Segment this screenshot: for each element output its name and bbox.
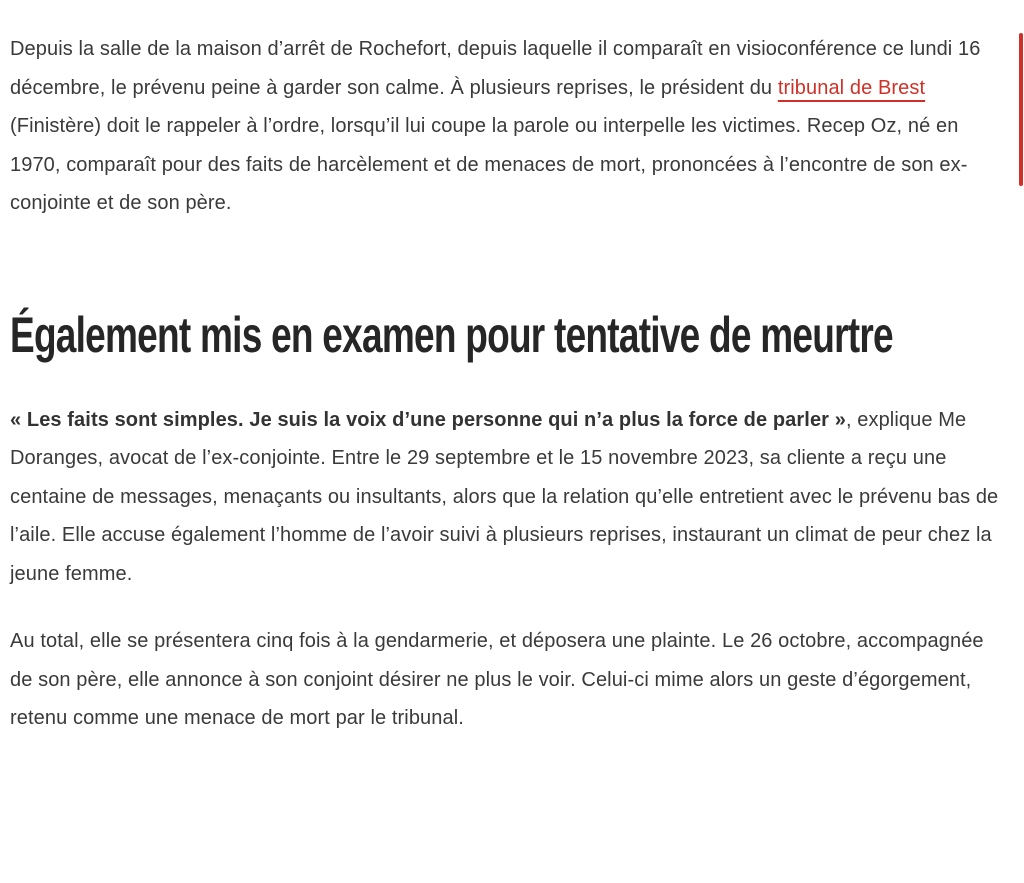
- intro-paragraph-prefix: Depuis la salle de la maison d’arrêt de Rochefort, depuis laquelle il comparaît en visioconférence ce lundi 16 décembre, le prévenu peine à garder son calme. À plusieurs reprises, le président du: [10, 38, 981, 99]
- intro-paragraph-suffix: (Finistère) doit le rappeler à l’ordre, lorsqu’il lui coupe la parole ou interpelle les victimes. Recep Oz, né en 1970, comparaît pour des faits de harcèlement et de menaces de mort, prononcées à l’encontre de son ex-conjointe et de son père.: [10, 115, 968, 214]
- quote-paragraph-rest: , explique Me Doranges, avocat de l’ex-conjointe. Entre le 29 septembre et le 15 novembre 2023, sa cliente a reçu une centaine de messages, menaçants ou insultants, alors que la relation qu’elle entretient avec le prévenu bas de l’aile. Elle accuse également l’homme de l’avoir suivi à plusieurs reprises, instaurant un climat de peur chez la jeune femme.: [10, 408, 999, 585]
- section-heading: Également mis en examen pour tentative de meurtre: [10, 306, 893, 363]
- scrollbar-thumb[interactable]: [1019, 33, 1023, 186]
- quote-paragraph: [10, 401, 1010, 594]
- closing-paragraph: Au total, elle se présentera cinq fois à la gendarmerie, et déposera une plainte. Le 26 octobre, accompagnée de son père, elle annonce à son conjoint désirer ne plus le voir. Celui-ci mime alors un geste d’égorgement, retenu comme une menace de mort par le tribunal.: [10, 630, 984, 729]
- quote-bold-text: « Les faits sont simples. Je suis la voix d’une personne qui n’a plus la force de parler »: [10, 408, 846, 431]
- intro-paragraph: [10, 30, 1010, 223]
- tribunal-de-brest-link[interactable]: tribunal de Brest: [777, 76, 926, 99]
